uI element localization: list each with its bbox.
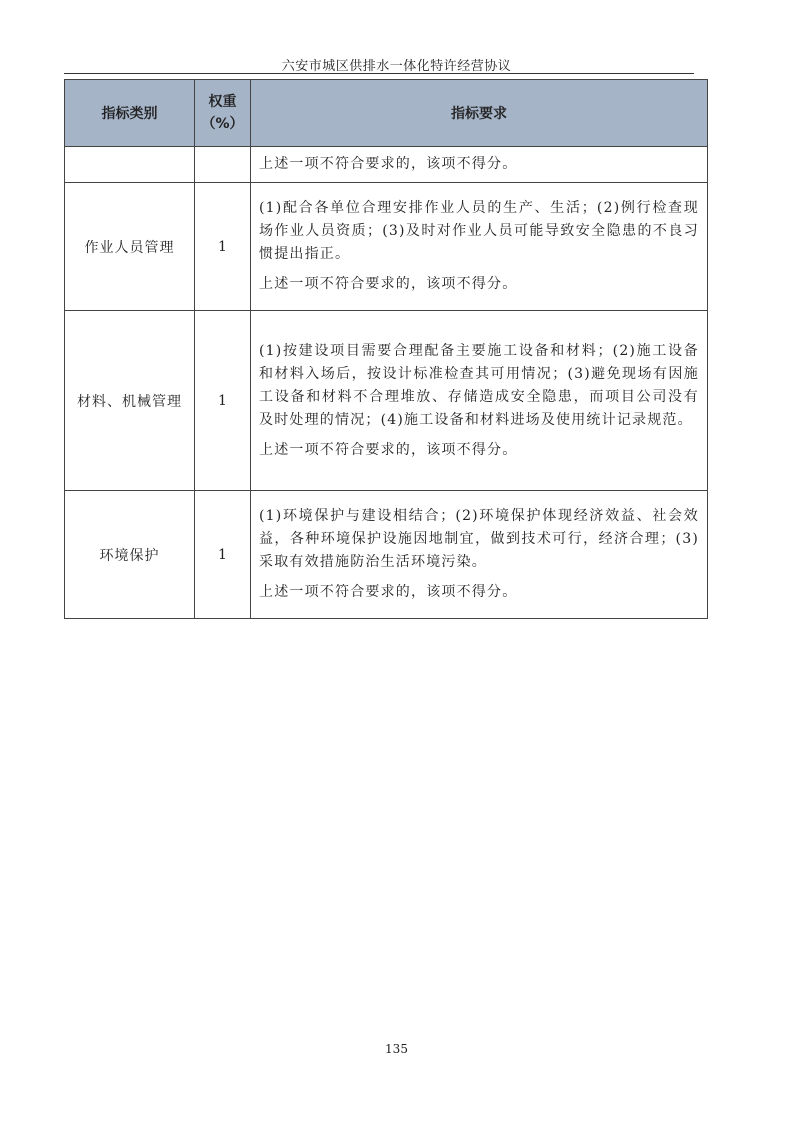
header-rule bbox=[64, 73, 694, 74]
cell-weight: 1 bbox=[195, 183, 251, 311]
cell-category bbox=[65, 147, 195, 183]
table-row bbox=[65, 183, 708, 311]
cell-requirement bbox=[251, 147, 708, 183]
indicator-table bbox=[64, 79, 708, 619]
table-row-continuation bbox=[65, 147, 708, 183]
table-row bbox=[65, 311, 708, 491]
requirement-text: (1)环境保护与建设相结合；(2)环境保护体现经济效益、社会效益，各种环境保护设施因地制宜，做到技术可行，经济合理；(3)采取有效措施防治生活环境污染。 bbox=[259, 508, 699, 570]
cell-requirement bbox=[251, 183, 708, 311]
table-header-row bbox=[65, 80, 708, 147]
cell-category: 作业人员管理 bbox=[65, 183, 195, 311]
header-category: 指标类别 bbox=[65, 80, 195, 147]
cell-category: 环境保护 bbox=[65, 491, 195, 619]
header-weight-line2: （%） bbox=[201, 116, 244, 132]
cell-requirement bbox=[251, 491, 708, 619]
requirement-tail: 上述一项不符合要求的，该项不得分。 bbox=[259, 156, 518, 172]
header-requirement: 指标要求 bbox=[251, 80, 708, 147]
requirement-tail: 上述一项不符合要求的，该项不得分。 bbox=[259, 584, 518, 600]
requirement-text: (1)按建设项目需要合理配备主要施工设备和材料；(2)施工设备和材料入场后，按设计标准检查其可用情况；(3)避免现场有因施工设备和材料不合理堆放、存储造成安全隐患，而项目公司没有及时处理的情况；(4)施工设备和材料进场及使用统计记录规范。 bbox=[259, 342, 699, 428]
header-weight-line1: 权重 bbox=[208, 94, 237, 110]
cell-category: 材料、机械管理 bbox=[65, 311, 195, 491]
header-weight bbox=[195, 80, 251, 147]
requirement-tail: 上述一项不符合要求的，该项不得分。 bbox=[259, 441, 518, 458]
cell-weight: 1 bbox=[195, 491, 251, 619]
requirement-tail: 上述一项不符合要求的，该项不得分。 bbox=[259, 276, 518, 292]
table-row bbox=[65, 491, 708, 619]
cell-weight bbox=[195, 147, 251, 183]
page-header-title: 六安市城区供排水一体化特许经营协议 bbox=[281, 59, 512, 74]
page-number: 135 bbox=[385, 1042, 408, 1056]
cell-weight: 1 bbox=[195, 311, 251, 491]
cell-requirement bbox=[251, 311, 708, 491]
requirement-text: (1)配合各单位合理安排作业人员的生产、生活；(2)例行检查现场作业人员资质；(3)及时对作业人员可能导致安全隐患的不良习惯提出指正。 bbox=[259, 200, 699, 262]
